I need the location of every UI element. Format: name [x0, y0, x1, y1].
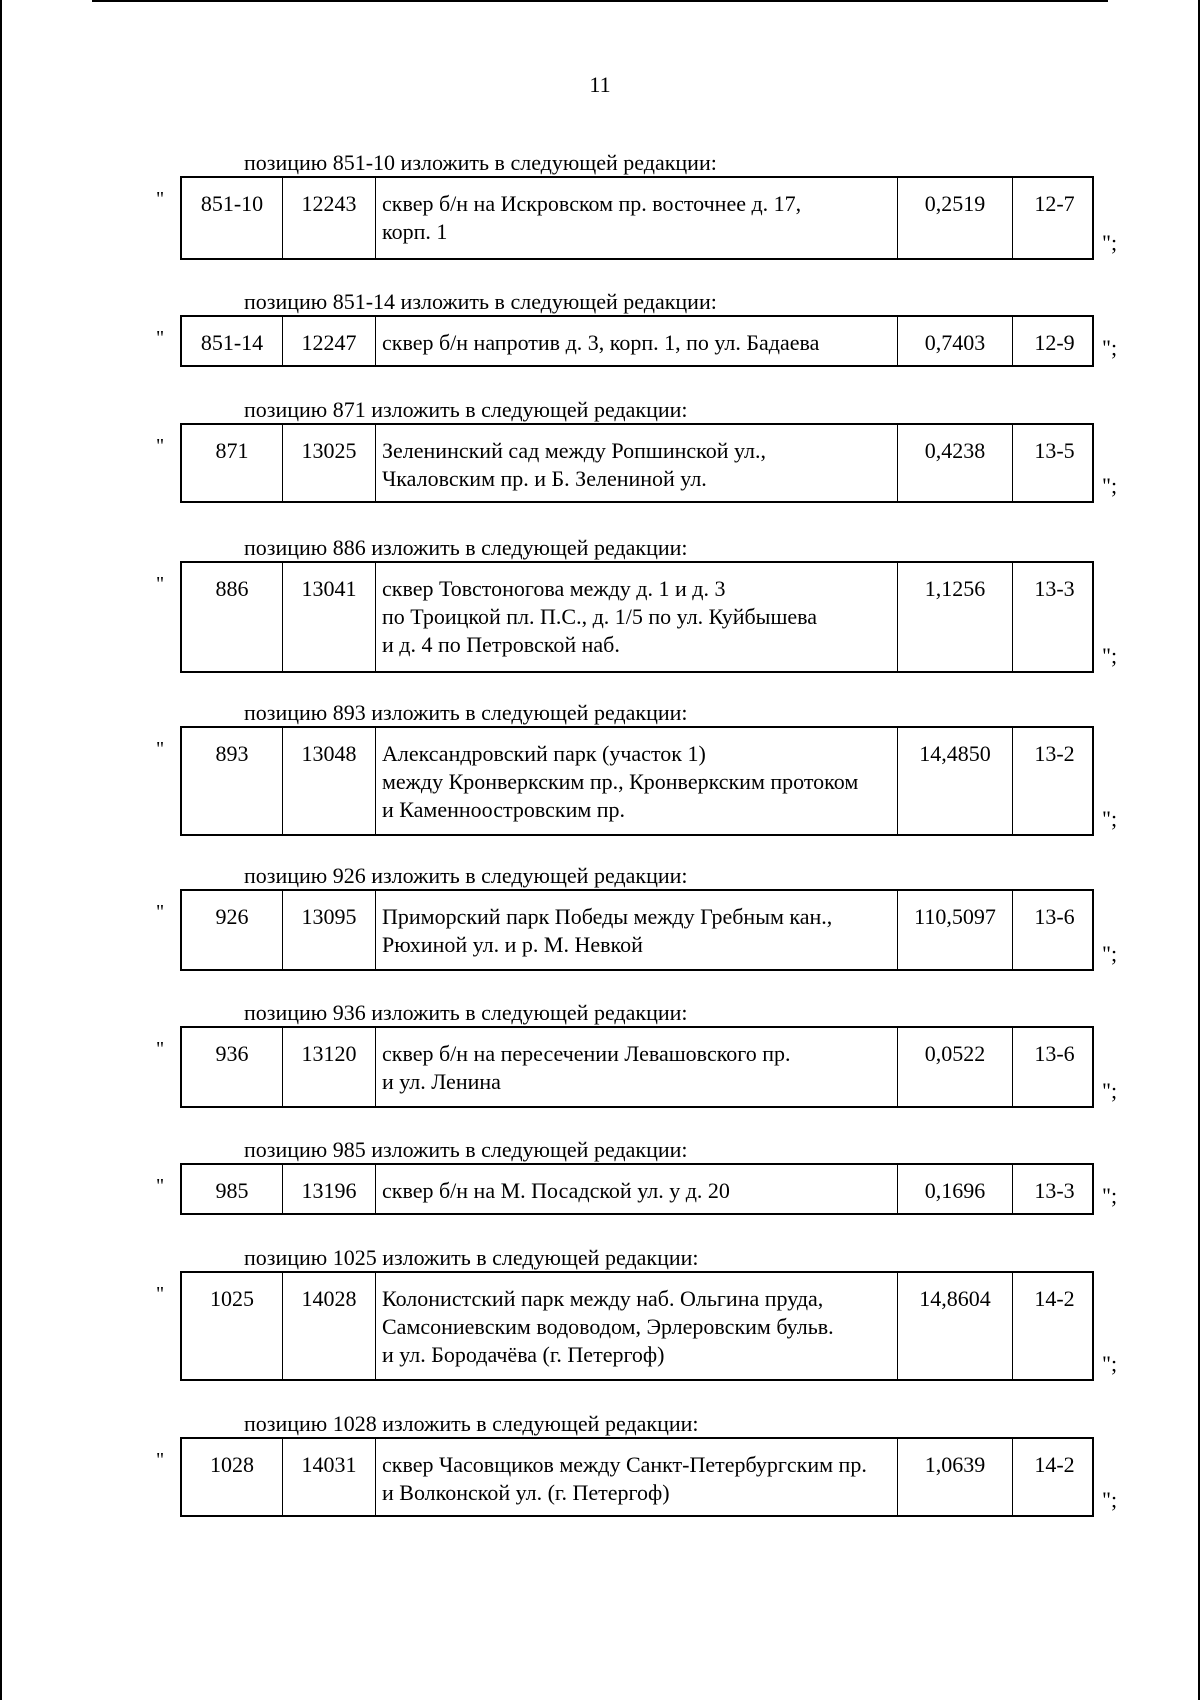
position-number-cell: 886 — [215, 576, 249, 601]
description-cell — [375, 728, 897, 834]
object-code-cell: 12247 — [282, 317, 375, 367]
description-line: и ул. Бородачёва (г. Петергоф) — [382, 1342, 665, 1367]
opening-quote: " — [156, 435, 165, 457]
table-row — [180, 1026, 1094, 1108]
description-line: сквер б/н напротив д. 3, корп. 1, по ул. Бадаева — [382, 330, 820, 355]
description-cell — [375, 891, 897, 969]
opening-quote: " — [156, 1283, 165, 1305]
table-row — [180, 315, 1094, 367]
description-cell — [375, 1273, 897, 1379]
amendment-heading: позицию 851-10 изложить в следующей редакции: — [244, 150, 717, 175]
opening-quote: " — [156, 573, 165, 595]
object-code-cell: 13095 — [282, 891, 375, 969]
description-cell — [375, 317, 897, 367]
object-code-cell: 13196 — [282, 1165, 375, 1215]
amendment-heading: позицию 1028 изложить в следующей редакции: — [244, 1411, 699, 1436]
zone-cell: 13-2 — [1012, 728, 1096, 834]
closing-quote: "; — [1102, 473, 1118, 498]
description-cell — [375, 178, 897, 258]
description-line: сквер Товстоногова между д. 1 и д. 3 — [382, 576, 726, 601]
description-cell — [375, 563, 897, 671]
description-cell — [375, 1165, 897, 1215]
table-row — [180, 176, 1094, 260]
area-cell: 0,0522 — [897, 1028, 1012, 1106]
description-line: Чкаловским пр. и Б. Зелениной ул. — [382, 466, 707, 491]
zone-cell: 12-7 — [1012, 178, 1096, 258]
area-cell: 110,5097 — [897, 891, 1012, 969]
description-line: Рюхиной ул. и р. М. Невкой — [382, 932, 643, 957]
closing-quote: "; — [1102, 335, 1118, 360]
area-cell: 0,2519 — [897, 178, 1012, 258]
opening-quote: " — [156, 1038, 165, 1060]
amendment-heading: позицию 893 изложить в следующей редакции: — [244, 700, 688, 725]
table-row — [180, 889, 1094, 971]
area-cell: 1,0639 — [897, 1439, 1012, 1517]
zone-cell: 13-6 — [1012, 891, 1096, 969]
position-number-cell: 926 — [215, 904, 249, 929]
table-row — [180, 1163, 1094, 1215]
position-number-cell: 851-10 — [200, 191, 264, 216]
area-cell: 0,4238 — [897, 425, 1012, 503]
description-line: сквер б/н на Искровском пр. восточнее д. 17, — [382, 191, 802, 216]
area-cell: 0,1696 — [897, 1165, 1012, 1215]
description-line: по Троицкой пл. П.С., д. 1/5 по ул. Куйбышева — [382, 604, 818, 629]
opening-quote: " — [156, 1175, 165, 1197]
description-line: между Кронверкским пр., Кронверкским протоком — [382, 769, 859, 794]
page-number: 11 — [589, 72, 611, 97]
description-line: Зеленинский сад между Ропшинской ул., — [382, 438, 766, 463]
amendment-heading: позицию 926 изложить в следующей редакции: — [244, 863, 688, 888]
object-code-cell: 13120 — [282, 1028, 375, 1106]
table-row — [180, 1437, 1094, 1517]
position-number-cell: 871 — [215, 438, 249, 463]
position-number-cell: 1025 — [210, 1286, 254, 1311]
closing-quote: "; — [1102, 1183, 1118, 1208]
area-cell: 0,7403 — [897, 317, 1012, 367]
closing-quote: "; — [1102, 806, 1118, 831]
opening-quote: " — [156, 188, 165, 210]
closing-quote: "; — [1102, 1351, 1118, 1376]
table-row — [180, 1271, 1094, 1381]
amendment-heading: позицию 851-14 изложить в следующей редакции: — [244, 289, 717, 314]
position-number-cell: 1028 — [210, 1452, 254, 1477]
closing-quote: "; — [1102, 1487, 1118, 1512]
closing-quote: "; — [1102, 643, 1118, 668]
opening-quote: " — [156, 327, 165, 349]
closing-quote: "; — [1102, 941, 1118, 966]
table-row — [180, 726, 1094, 836]
amendment-heading: позицию 1025 изложить в следующей редакции: — [244, 1245, 699, 1270]
description-cell — [375, 1028, 897, 1106]
closing-quote: "; — [1102, 1078, 1118, 1103]
amendment-heading: позицию 985 изложить в следующей редакции: — [244, 1137, 688, 1162]
object-code-cell: 13041 — [282, 563, 375, 671]
opening-quote: " — [156, 1449, 165, 1471]
object-code-cell: 14031 — [282, 1439, 375, 1517]
closing-quote: "; — [1102, 230, 1118, 255]
amendment-heading: позицию 936 изложить в следующей редакции: — [244, 1000, 688, 1025]
zone-cell: 14-2 — [1012, 1439, 1096, 1517]
zone-cell: 13-3 — [1012, 1165, 1096, 1215]
position-number-cell: 851-14 — [200, 330, 264, 355]
zone-cell: 13-5 — [1012, 425, 1096, 503]
object-code-cell: 13025 — [282, 425, 375, 503]
object-code-cell: 13048 — [282, 728, 375, 834]
description-cell — [375, 425, 897, 503]
table-row — [180, 423, 1094, 503]
description-line: сквер б/н на М. Посадской ул. у д. 20 — [382, 1178, 730, 1203]
zone-cell: 13-6 — [1012, 1028, 1096, 1106]
description-line: Приморский парк Победы между Гребным кан., — [382, 904, 833, 929]
object-code-cell: 12243 — [282, 178, 375, 258]
description-line: и ул. Ленина — [382, 1069, 501, 1094]
amendment-heading: позицию 886 изложить в следующей редакции: — [244, 535, 688, 560]
description-line: сквер Часовщиков между Санкт-Петербургским пр. — [382, 1452, 867, 1477]
description-line: и Каменноостровским пр. — [382, 797, 626, 822]
area-cell: 14,8604 — [897, 1273, 1012, 1379]
description-line: и Волконской ул. (г. Петергоф) — [382, 1480, 670, 1505]
zone-cell: 12-9 — [1012, 317, 1096, 367]
position-number-cell: 985 — [215, 1178, 249, 1203]
description-line: сквер б/н на пересечении Левашовского пр. — [382, 1041, 791, 1066]
position-number-cell: 893 — [215, 741, 249, 766]
position-number-cell: 936 — [215, 1041, 249, 1066]
area-cell: 14,4850 — [897, 728, 1012, 834]
description-line: Колонистский парк между наб. Ольгина пруда, — [382, 1286, 824, 1311]
description-line: Самсониевским водоводом, Эрлеровским бульв. — [382, 1314, 834, 1339]
amendment-heading: позицию 871 изложить в следующей редакции: — [244, 397, 688, 422]
description-line: Александровский парк (участок 1) — [382, 741, 706, 766]
description-line: корп. 1 — [382, 219, 448, 244]
opening-quote: " — [156, 738, 165, 760]
table-row — [180, 561, 1094, 673]
zone-cell: 14-2 — [1012, 1273, 1096, 1379]
zone-cell: 13-3 — [1012, 563, 1096, 671]
description-line: и д. 4 по Петровской наб. — [382, 632, 620, 657]
object-code-cell: 14028 — [282, 1273, 375, 1379]
area-cell: 1,1256 — [897, 563, 1012, 671]
opening-quote: " — [156, 901, 165, 923]
description-cell — [375, 1439, 897, 1517]
